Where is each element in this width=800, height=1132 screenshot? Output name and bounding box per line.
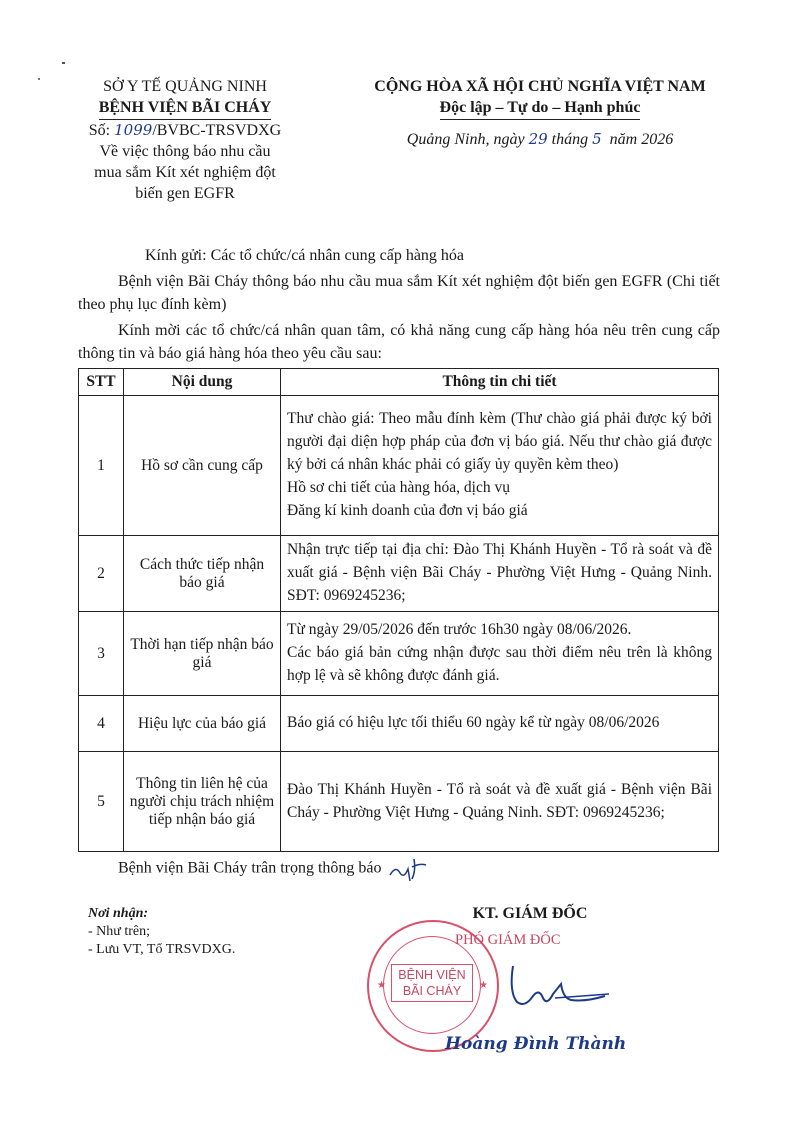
row-stt: 1 <box>79 396 124 536</box>
subject-line-1: Về việc thông báo nhu cầu <box>99 143 271 160</box>
handwritten-month: 5 <box>592 130 602 148</box>
salutation: Kính gửi: Các tổ chức/cá nhân cung cấp hàng hóa <box>145 247 465 264</box>
subject-line-3: biến gen EGFR <box>135 185 235 202</box>
recipient-item: - Như trên; <box>88 924 151 939</box>
subject-line-2: mua sắm Kít xét nghiệm đột <box>94 164 276 181</box>
row-stt: 2 <box>79 536 124 612</box>
recipient-item: - Lưu VT, Tổ TRSVDXG. <box>88 942 236 957</box>
row-content: Hiệu lực của báo giá <box>124 696 281 752</box>
seal-star-icon: ★ <box>377 980 386 991</box>
table-header-row <box>79 369 719 396</box>
row-details: Từ ngày 29/05/2026 đến trước 16h30 ngày 08/06/2026. Các báo giá bản cứng nhận được sau thời điểm nêu trên là không hợp lệ và sẽ không được đánh giá. <box>281 612 719 696</box>
closing-line: Bệnh viện Bãi Cháy trân trọng thông báo <box>118 855 430 883</box>
row-details: Đào Thị Khánh Huyền - Tổ rà soát và đề xuất giá - Bệnh viện Bãi Cháy - Phường Việt Hưng - Quảng Ninh. SĐT: 0969245236; <box>281 752 719 852</box>
signature-subtitle: PHÓ GIÁM ĐỐC <box>455 932 561 948</box>
signature-title: KT. GIÁM ĐỐC <box>472 905 588 922</box>
seal-star-icon: ★ <box>479 980 488 991</box>
handwritten-number: 1099 <box>114 121 153 139</box>
recipients-title: Nơi nhận: <box>88 906 149 921</box>
scan-speck <box>62 62 65 64</box>
row-content: Cách thức tiếp nhận báo giá <box>124 536 281 612</box>
recipients-block <box>88 905 235 959</box>
row-content: Thời hạn tiếp nhận báo giá <box>124 612 281 696</box>
row-stt: 4 <box>79 696 124 752</box>
hospital-name: BỆNH VIỆN BÃI CHÁY <box>99 97 272 120</box>
nation-title: CỘNG HÒA XÃ HỘI CHỦ NGHĨA VIỆT NAM <box>374 78 706 95</box>
department-name: SỞ Y TẾ QUẢNG NINH <box>103 78 267 95</box>
document-number: Số: 1099/BVBC-TRSVDXG <box>88 121 282 139</box>
table-row <box>79 396 719 536</box>
issuer-block <box>60 76 310 204</box>
table-row <box>79 612 719 696</box>
paragraph-1: Bệnh viện Bãi Cháy thông báo nhu cầu mua sắm Kít xét nghiệm đột biến gen EGFR (Chi tiết theo phụ lục đính kèm) <box>78 273 720 313</box>
motto: Độc lập – Tự do – Hạnh phúc <box>440 97 641 120</box>
initial-mark <box>386 855 430 883</box>
seal-text-box: BỆNH VIỆN BÃI CHÁY <box>391 964 473 1002</box>
header-content: Nội dung <box>124 369 281 396</box>
row-stt: 3 <box>79 612 124 696</box>
handwritten-day: 29 <box>528 130 548 148</box>
scan-speck <box>38 78 40 80</box>
row-stt: 5 <box>79 752 124 852</box>
signature-scribble <box>505 962 615 1012</box>
paragraph-2: Kính mời các tổ chức/cá nhân quan tâm, có khả năng cung cấp hàng hóa nêu trên cung cấp thông tin và báo giá hàng hóa theo yêu cầu sau: <box>78 322 720 362</box>
row-details: Báo giá có hiệu lực tối thiểu 60 ngày kể từ ngày 08/06/2026 <box>281 696 719 752</box>
requirements-table <box>78 368 719 852</box>
table-row <box>79 752 719 852</box>
table-row <box>79 536 719 612</box>
table-row <box>79 696 719 752</box>
national-header <box>330 76 750 120</box>
header-stt: STT <box>79 369 124 396</box>
row-content: Hồ sơ cần cung cấp <box>124 396 281 536</box>
issue-date: Quảng Ninh, ngày 29 tháng 5 năm 2026 <box>406 130 674 148</box>
row-details: Nhận trực tiếp tại địa chỉ: Đào Thị Khánh Huyền - Tổ rà soát và đề xuất giá - Bệnh viện Bãi Cháy - Phường Việt Hưng - Quảng Ninh. SĐT: 0969245236; <box>281 536 719 612</box>
row-details: Thư chào giá: Theo mẫu đính kèm (Thư chào giá phải được ký bởi người đại diện hợp pháp của đơn vị báo giá. Nếu thư chào giá được ký bởi cá nhân khác phải có giấy ủy quyền kèm theo) Hồ sơ chi tiết của hàng hóa, dịch vụ Đăng kí kinh doanh của đơn vị báo giá <box>281 396 719 536</box>
signer-name: Hoàng Đình Thành <box>445 1034 627 1054</box>
row-content: Thông tin liên hệ của người chịu trách nhiệm tiếp nhận báo giá <box>124 752 281 852</box>
header-details: Thông tin chi tiết <box>281 369 719 396</box>
